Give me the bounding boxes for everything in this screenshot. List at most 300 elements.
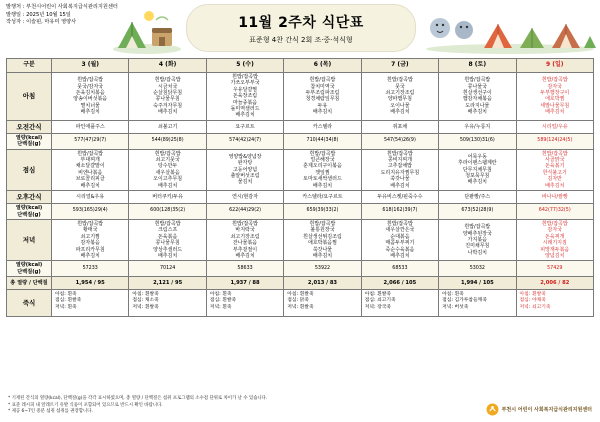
day-header-6: 9 (일) — [516, 59, 593, 73]
menu-item: 콩나물무침 — [155, 240, 180, 247]
row-label: 열량(kcal) 단백질(g) — [7, 261, 52, 277]
kcal-cell — [52, 204, 129, 220]
menu-item: 뭇국 — [395, 83, 405, 90]
kcal-value: 600(128) — [150, 208, 173, 214]
protein-value: 32(5) — [557, 208, 571, 214]
row-label: 아침 — [7, 73, 52, 121]
porridge-item: 아침: 흰죽 — [209, 292, 232, 298]
porridge-cell — [206, 290, 283, 317]
kcal-value: 509(130) — [459, 138, 482, 144]
table-row — [7, 204, 594, 220]
snack-cell: 쇠불고기 — [129, 120, 206, 133]
snack-cell: 연시/현감자 — [206, 191, 283, 204]
kcal-cell — [439, 204, 516, 220]
total-cell: 2,121 / 95 — [129, 277, 206, 290]
menu-item: 우유달걀찜 — [232, 86, 258, 93]
menu-item: 흰밥/잡곡밥 — [386, 220, 413, 227]
menu-item: 촐알버섯조림 — [230, 173, 260, 180]
kcal-value: 574 — [547, 265, 557, 271]
menu-item: 사골맑국 — [545, 157, 565, 164]
menu-item: 순살침닭무침 — [153, 90, 183, 97]
menu-item: 파프리카무침 — [75, 246, 105, 253]
menu-item: 두부햄장구이 — [540, 90, 570, 97]
snack-cell: 두유비스켓/핀죽수수 — [361, 191, 438, 204]
menu-item: 쑥갓나물 — [312, 246, 333, 253]
porridge-item: 점심: 김가루참들깨죽 — [442, 298, 487, 304]
table-row — [7, 133, 594, 149]
menu-item: 돈육볶음 — [157, 233, 178, 240]
protein-value: 34(8) — [325, 138, 339, 144]
porridge-item: 아침: 흰쌀죽 — [519, 292, 546, 298]
kcal-value: 673(52) — [461, 208, 481, 214]
protein-value: 24(7) — [248, 138, 262, 144]
day-header-4: 7 (금) — [361, 59, 438, 73]
kcal-value: 530 — [469, 265, 479, 271]
menu-item: 흰밥/잡곡밥 — [309, 150, 336, 157]
menu-item: 배추김치 — [157, 252, 178, 259]
protein-value: 35(2) — [172, 208, 186, 214]
total-cell: 2,006 / 82 — [516, 277, 593, 290]
menu-item: 고추잡채밥 — [387, 163, 412, 170]
menu-item: 배추김치 — [545, 109, 565, 116]
porridge-cell — [361, 290, 438, 317]
porridge-item: 저녁: 흰쌀죽 — [132, 304, 159, 310]
kcal-cell — [361, 204, 438, 220]
menu-item: 흰밥/잡곡밥 — [232, 74, 258, 80]
menu-item: 흰밥/잡곡밥 — [541, 77, 568, 84]
kcal-cell — [206, 261, 283, 277]
porridge-item: 저녁: 흰죽 — [209, 304, 232, 310]
menu-item: 깻잎찜 — [315, 169, 330, 176]
kcal-cell — [129, 204, 206, 220]
porridge-item: 저녁: 쇠고기죽 — [519, 304, 551, 310]
meal-cell — [52, 149, 129, 190]
menu-item: 흰살생선구이 — [462, 90, 492, 97]
porridge-cell — [439, 290, 516, 317]
title-block — [186, 4, 416, 52]
menu-item: 완자탕 — [237, 160, 253, 167]
menu-item: 양념김치 — [545, 252, 565, 259]
porridge-item: 아침: 흰죽 — [442, 292, 464, 298]
menu-item: 후라이팬스팸계란 — [457, 160, 497, 167]
menu-item: 시금치국 — [157, 83, 178, 90]
issuer-info — [6, 4, 118, 27]
meal-cell — [516, 73, 593, 121]
menu-item: 부대찌개 — [80, 157, 100, 164]
table-row — [7, 219, 594, 260]
protein-value: 32 — [478, 265, 485, 271]
issuer-line-2: 발행일 : 2025년 10월 15일 — [6, 11, 71, 18]
day-header-3: 6 (목) — [284, 59, 361, 73]
porridge-item: 점심: 야채죽 — [519, 298, 546, 304]
protein-value: 29(2) — [248, 208, 262, 214]
menu-item: 탕수만두 — [157, 163, 178, 170]
menu-item: 새우살깐은국 — [385, 227, 415, 234]
menu-item: 배추김치 — [235, 252, 255, 259]
footer-brand-label: 부천시 어린이 사회복지급식관리지원센터 — [501, 407, 592, 413]
menu-item: 황태국 — [82, 227, 98, 234]
menu-item: 세발나물무침 — [540, 102, 570, 109]
issuer-line-1: 발행처 : 부천시어린이 사회복지급식관리지원센터 — [6, 4, 118, 10]
menu-item: 흰밥/잡곡밥 — [464, 77, 491, 84]
kcal-value: 572 — [82, 265, 92, 271]
meal-cell — [361, 73, 438, 121]
menu-item: 돈육볶기 — [545, 163, 565, 170]
menu-item: 오이나물 — [390, 102, 410, 109]
menu-item: 양상추샐러드 — [153, 246, 183, 253]
kcal-cell — [284, 133, 361, 149]
table-header-row — [7, 59, 594, 73]
menu-item: 애호박볶음찜 — [307, 240, 337, 247]
protein-value: 25(8) — [170, 138, 184, 144]
menu-item: 양배추된장국 — [462, 230, 492, 237]
kcal-cell — [206, 204, 283, 220]
menu-item: 애호박찜 — [545, 96, 565, 103]
menu-item: 흰밥/잡곡밥 — [77, 150, 104, 157]
kcal-value: 593(165) — [72, 208, 95, 214]
meal-cell — [439, 73, 516, 121]
menu-item: 흰밥/잡곡밥 — [77, 220, 104, 227]
menu-item: 흰밥/잡곡밥 — [386, 150, 413, 157]
menu-item: 흰밥/잡곡밥 — [464, 224, 491, 231]
menu-item: 시래기지짐 — [542, 240, 567, 247]
row-label: 오전간식 — [7, 120, 52, 133]
protein-value: 39(7) — [404, 208, 418, 214]
menu-item: 죽순수육볶음 — [385, 246, 415, 253]
menu-item: 멸치너물 — [80, 102, 100, 109]
snack-cell: 버터쿠키/두유 — [129, 191, 206, 204]
protein-value: 26(9) — [402, 138, 416, 144]
row-label: 저녁 — [7, 219, 52, 260]
protein-value: 33(2) — [325, 208, 339, 214]
meal-cell — [439, 149, 516, 190]
center-logo-icon — [486, 403, 499, 416]
row-label: 열량(kcal) 단백질(g) — [7, 133, 52, 149]
footer-brand — [486, 403, 592, 416]
table-row — [7, 290, 594, 317]
menu-item: 영양밥&양념장 — [228, 153, 262, 160]
table-body — [7, 73, 594, 317]
menu-item: 콩나물국 — [467, 83, 487, 90]
kcal-cell — [516, 204, 593, 220]
meal-cell — [129, 219, 206, 260]
kcal-value: 701 — [160, 265, 170, 271]
menu-item: 김자반 — [547, 176, 563, 183]
menu-item: 감자국 — [547, 227, 563, 234]
menu-item: 양파햄무침 — [387, 96, 412, 103]
menu-item: 배추김치 — [390, 182, 410, 189]
total-cell: 2,013 / 83 — [284, 277, 361, 290]
kcal-value: 586 — [237, 265, 247, 271]
menu-item: 단무지채무침 — [462, 166, 492, 173]
row-label: 죽식 — [7, 290, 52, 317]
menu-item: 배추김치 — [467, 109, 487, 116]
protein-value: 24(5) — [559, 138, 573, 144]
menu-item: 청경채람잎무침 — [305, 96, 340, 103]
meal-cell — [516, 219, 593, 260]
menu-item: 부추겉절이 — [232, 246, 258, 253]
kcal-cell — [206, 133, 283, 149]
porridge-cell — [284, 290, 361, 317]
menu-item: 흰밥/잡곡밥 — [77, 77, 104, 84]
menu-item: 뭇국/감자국 — [77, 83, 104, 90]
menu-item: 흰밥/잡곡밥 — [232, 220, 258, 227]
menu-item: 브로콜리피클 — [75, 176, 105, 183]
porridge-item: 저녁: 흰죽 — [55, 304, 77, 310]
kcal-value: 574(42) — [229, 138, 249, 144]
day-header-1: 4 (화) — [129, 59, 206, 73]
footnote-1: * 표준 레시피 내 알레르기 유발 식품이 포함되어 있으므로 반드시 확인 바랍니다. — [8, 402, 163, 408]
menu-item: 콩나물무침 — [155, 96, 180, 103]
menu-item: 돌미역샐러드 — [230, 106, 260, 113]
porridge-item: 점심: 쇠고기죽 — [364, 298, 396, 304]
row-label: 오후간식 — [7, 191, 52, 204]
menu-item: 한식불고기 — [542, 169, 567, 176]
kcal-cell — [129, 133, 206, 149]
protein-value: 28(9) — [480, 208, 494, 214]
menu-item: 배추김치 — [80, 109, 100, 116]
protein-value: 33 — [401, 265, 408, 271]
menu-item: 크림스프 — [157, 227, 178, 234]
snack-cell: 쥐포채 — [361, 120, 438, 133]
snack-cell: 요구르트 — [206, 120, 283, 133]
menu-item: 흰밥/잡곡밥 — [309, 220, 336, 227]
menu-item: 매콤두부찌기 — [385, 240, 415, 247]
menu-item: 잔나물볶음 — [232, 240, 258, 247]
page-header — [0, 0, 600, 58]
menu-item: 나박김치 — [467, 249, 487, 256]
menu-item: 흰밥/잡곡밥 — [541, 220, 568, 227]
menu-item: 새우살볶음 — [155, 169, 180, 176]
menu-item: 두부조림파조림 — [305, 90, 340, 97]
snack-cell: 우유/누룽지 — [439, 120, 516, 133]
kcal-value: 642(77) — [538, 208, 558, 214]
menu-item: 배추김치 — [390, 252, 410, 259]
menu-item: 가지볶음 — [467, 236, 487, 243]
day-header-2: 5 (수) — [206, 59, 283, 73]
menu-item: 양송이버섯볶음 — [73, 96, 108, 103]
table-row — [7, 261, 594, 277]
kcal-cell — [439, 261, 516, 277]
table-row — [7, 191, 594, 204]
total-cell: 2,066 / 105 — [361, 277, 438, 290]
snack-cell: 시리얼&우유 — [52, 191, 129, 204]
meal-cell — [206, 219, 283, 260]
menu-item: 쑥갓나물 — [390, 176, 410, 183]
menu-item: 배추김치 — [312, 182, 333, 189]
menu-item: 피망재두볶음 — [540, 246, 570, 253]
meal-cell — [206, 149, 283, 190]
protein-value: 24 — [169, 265, 176, 271]
day-header-5: 8 (토) — [439, 59, 516, 73]
kcal-value: 577(47) — [74, 138, 94, 144]
meal-cell — [284, 73, 361, 121]
total-cell: 1,937 / 88 — [206, 277, 283, 290]
kcal-value: 685 — [392, 265, 402, 271]
kcal-cell — [284, 204, 361, 220]
menu-item: 돈육김치볶음 — [75, 90, 105, 97]
day-header-0: 3 (월) — [52, 59, 129, 73]
snack-cell: 단팥빵/주스 — [439, 191, 516, 204]
menu-item: 도리지유자찜무침 — [380, 169, 420, 176]
porridge-item: 점심: 닭죽 — [287, 298, 309, 304]
snack-cell: 바나나/쌀빵 — [516, 191, 593, 204]
menu-item: 얼큰해장국 — [310, 157, 335, 164]
menu-item: 바지락국 — [235, 227, 255, 234]
protein-value: 29(7) — [93, 138, 107, 144]
menu-item: 두유 — [317, 102, 328, 109]
porridge-item: 점심: 채소죽 — [132, 298, 159, 304]
porridge-item: 저녁: 흰쌀죽 — [287, 304, 314, 310]
kcal-value: 589(124) — [537, 138, 560, 144]
meal-cell — [129, 149, 206, 190]
menu-item: 햄감자채볶음 — [462, 96, 492, 103]
porridge-item: 점심: 흰쌀죽 — [55, 298, 82, 304]
meal-cell — [284, 149, 361, 190]
protein-value: 29(4) — [94, 208, 108, 214]
protein-value: 29 — [556, 265, 563, 271]
menu-item: 물김치 — [237, 179, 253, 186]
kcal-cell — [284, 261, 361, 277]
meal-cell — [52, 219, 129, 260]
kcal-cell — [516, 261, 593, 277]
kcal-cell — [439, 133, 516, 149]
kcal-value: 539 — [314, 265, 324, 271]
menu-item: 쇠고기찜 — [80, 233, 100, 240]
snack-cell: 시리얼/우유 — [516, 120, 593, 133]
protein-value: 33 — [246, 265, 253, 271]
protein-value: 33 — [91, 265, 98, 271]
menu-item: 토마토새싹샐러드 — [303, 176, 342, 183]
kcal-value: 622(44) — [229, 208, 249, 214]
porridge-item: 점심: 흰쌀죽 — [209, 298, 237, 304]
menu-item: 오이고추무침 — [153, 176, 183, 183]
menu-item: 채소달걀말이 — [75, 163, 105, 170]
total-cell: 1,954 / 95 — [52, 277, 129, 290]
menu-item: 콩비지찌개 — [387, 157, 412, 164]
issuer-line-3: 작성자 : 이슬핀, 마유미 영양사 — [6, 19, 77, 25]
menu-item: 배추김치 — [312, 252, 333, 259]
menu-item: 배추김치 — [157, 109, 178, 116]
protein-value: 31(6) — [481, 138, 495, 144]
camping-illustration-right — [424, 2, 596, 54]
kcal-value: 547(54) — [383, 138, 403, 144]
snack-cell: 파인애플주스 — [52, 120, 129, 133]
kcal-cell — [52, 133, 129, 149]
menu-item: 마늘종볶음 — [232, 99, 258, 106]
menu-item: 감자국 — [547, 83, 563, 90]
kcal-cell — [361, 261, 438, 277]
table-row — [7, 277, 594, 290]
meal-cell — [361, 149, 438, 190]
menu-item: 배추김치 — [157, 182, 178, 189]
porridge-item: 저녁: 버섯죽 — [442, 304, 469, 310]
menu-item: 볼통원장국 — [310, 227, 335, 234]
menu-item: 진미채무침 — [465, 243, 490, 250]
meal-cell — [361, 219, 438, 260]
menu-item: 흰밥/잡곡밥 — [386, 77, 413, 84]
menu-item: 흰살생선튀김조림 — [303, 233, 342, 240]
porridge-item: 아침: 흰쌀죽 — [364, 292, 391, 298]
snack-cell: 카스텔라/요구르트 — [284, 191, 361, 204]
row-label: 총 열량 / 단백질 — [7, 277, 52, 290]
meal-cell — [52, 73, 129, 121]
kcal-cell — [516, 133, 593, 149]
menu-item: 훈제오리구이볶음 — [303, 163, 342, 170]
menu-item: 어묵우동 — [467, 153, 487, 160]
meal-cell — [516, 149, 593, 190]
menu-item: 청포묵무침 — [465, 173, 490, 180]
footnotes — [8, 396, 267, 416]
kcal-cell — [129, 261, 206, 277]
porridge-item: 아침: 흰쌀죽 — [287, 292, 314, 298]
porridge-item: 아침: 흰쌀죽 — [132, 292, 159, 298]
menu-item: 돈육장조림 — [232, 93, 258, 100]
menu-item: 참치미역국 — [310, 83, 335, 90]
menu-item: 고등어양념 — [232, 166, 258, 173]
menu-item: 흰밥/잡곡밥 — [541, 150, 568, 157]
protein-value: 22 — [324, 265, 331, 271]
porridge-cell — [52, 290, 129, 317]
menu-table — [6, 58, 594, 317]
menu-item: 쇠고기뭇국 — [155, 157, 180, 164]
table-row — [7, 149, 594, 190]
menu-item: 순대볶음 — [390, 233, 410, 240]
menu-item: 흰밥/잡곡밥 — [309, 77, 336, 84]
total-cell: 1,994 / 105 — [439, 277, 516, 290]
kcal-cell — [52, 261, 129, 277]
menu-item: 배추김치 — [390, 109, 410, 116]
corner-label: 구분 — [7, 59, 52, 73]
porridge-item: 아침: 흰죽 — [55, 292, 77, 298]
menu-item: 쇠고기장조림 — [385, 90, 415, 97]
row-label: 점심 — [7, 149, 52, 190]
porridge-cell — [516, 290, 593, 317]
table-row — [7, 73, 594, 121]
menu-item: 배추김치 — [80, 182, 100, 189]
menu-item: 돈육찌개 — [545, 233, 565, 240]
footnote-2: * 제공 6~7인 중분 섭취 섭취를 권장합니다. — [8, 409, 93, 415]
footnote-0: * 기재된 간식의 열량(kcal), 단백질(g)을 각각 표시하였으며, 총 열량 / 단백질은 섭취 프로그램의 소수점 단위로 차이가 날 수 있습니다. — [8, 396, 268, 402]
menu-item: 배추김치 — [235, 112, 255, 119]
kcal-cell — [361, 133, 438, 149]
kcal-value: 710(44) — [306, 138, 326, 144]
kcal-value: 618(162) — [382, 208, 405, 214]
menu-item: 가쓰오부부국 — [230, 80, 260, 87]
meal-cell — [284, 219, 361, 260]
page-subtitle: 표준형 4찬 간식 2회 조·중·석식형 — [249, 35, 353, 44]
menu-item: 배추김치 — [80, 252, 100, 259]
meal-cell — [206, 73, 283, 121]
snack-cell: 카스텔라 — [284, 120, 361, 133]
menu-item: 흰밥/잡곡밥 — [154, 77, 181, 84]
meal-cell — [129, 73, 206, 121]
menu-item: 흰밥/잡곡밥 — [154, 220, 181, 227]
row-label: 열량(kcal) 단백질(g) — [7, 204, 52, 220]
menu-item: 배추김치 — [312, 109, 333, 116]
table-row — [7, 120, 594, 133]
menu-item: 배추김치 — [467, 179, 487, 186]
menu-item: 도라지나물 — [465, 102, 490, 109]
menu-item: 비엔나볶음 — [78, 169, 103, 176]
menu-item: 쇠고기장조림 — [230, 233, 260, 240]
camping-illustration-left — [112, 2, 182, 54]
kcal-value: 544(89) — [151, 138, 171, 144]
porridge-item: 저녁: 장국죽 — [364, 304, 391, 310]
kcal-value: 659(39) — [306, 208, 326, 214]
meal-cell — [439, 219, 516, 260]
menu-item: 숙주겨자무침 — [153, 102, 183, 109]
